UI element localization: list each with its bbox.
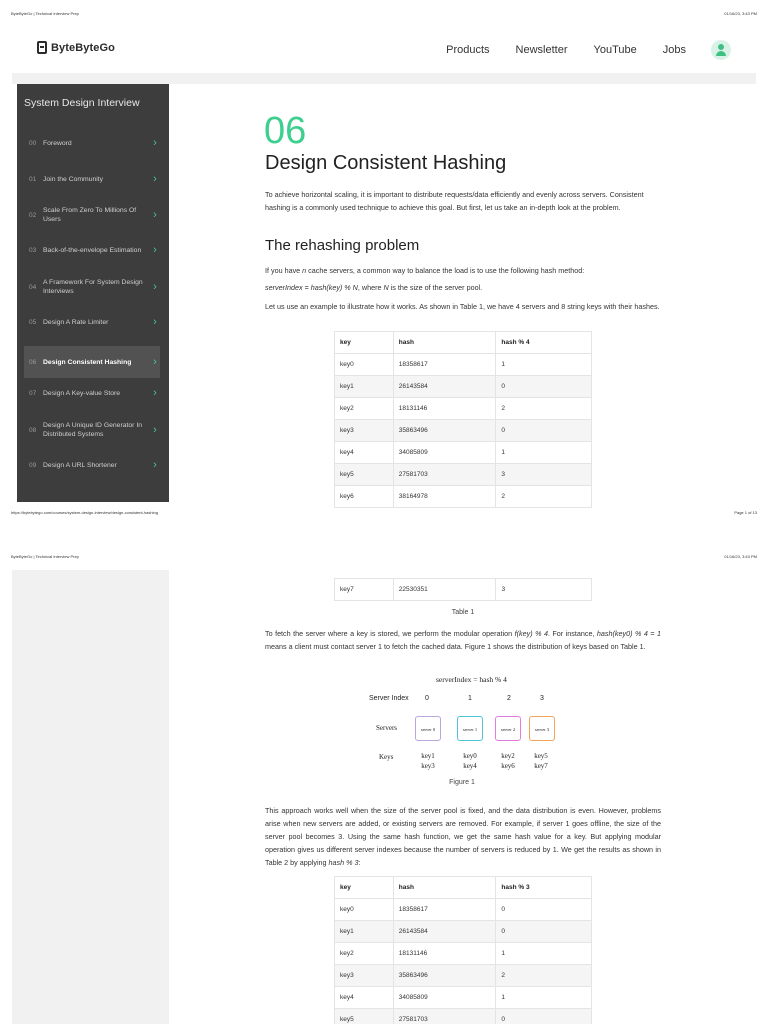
- top-nav: [0, 34, 768, 68]
- table-cell: 27581703: [393, 1009, 496, 1024]
- chevron-right-icon: ›: [153, 281, 157, 293]
- nav-link-newsletter[interactable]: Newsletter: [515, 44, 568, 56]
- table-cell: key5: [335, 464, 394, 486]
- nav-link-jobs[interactable]: Jobs: [662, 44, 686, 56]
- sidebar-item-label: Design A URL Shortener: [43, 461, 117, 469]
- table-row: key7 22530351 3: [335, 579, 592, 601]
- server-0-box: server 0: [415, 716, 441, 741]
- sidebar-item-label: Design A Key-value Store: [43, 389, 121, 397]
- print-header-date: 01/16/23, 3:43 PM: [724, 11, 757, 16]
- avatar[interactable]: [711, 40, 731, 60]
- sidebar-item-03[interactable]: [24, 239, 160, 261]
- sidebar-item-number: 09: [29, 461, 37, 469]
- sidebar-item-05[interactable]: [24, 313, 160, 331]
- print-footer-page: Page 1 of 13: [734, 510, 757, 515]
- sidebar-item-number: 06: [29, 358, 37, 366]
- table-cell: key1: [335, 921, 394, 943]
- table-cell: 0: [496, 420, 592, 442]
- sidebar-item-number: 04: [29, 283, 37, 291]
- user-icon: [718, 44, 724, 50]
- paragraph-example: Let us use an example to illustrate how it works. As shown in Table 1, we have 4 servers and 8 string keys with their hashes.: [265, 302, 660, 311]
- chevron-right-icon: ›: [153, 209, 157, 221]
- sidebar-item-label: Foreword: [43, 139, 72, 147]
- table-2: [334, 876, 592, 1024]
- table-row: [335, 420, 592, 442]
- table-header-cell: key: [335, 332, 394, 354]
- sidebar-item-label: Back-of-the-envelope Estimation: [43, 246, 142, 254]
- table-row: [335, 1009, 592, 1024]
- chevron-right-icon: ›: [153, 173, 157, 185]
- table-header-cell: key: [335, 877, 394, 899]
- server-index-label: Server Index: [369, 695, 409, 702]
- table-row: [335, 442, 592, 464]
- table-cell: key2: [335, 943, 394, 965]
- table-cell: 0: [496, 376, 592, 398]
- sidebar-item-number: 01: [29, 175, 37, 183]
- table-cell: 2: [496, 486, 592, 508]
- sidebar-item-label: A Framework For System Design Interviews: [43, 279, 143, 295]
- chevron-right-icon: ›: [153, 316, 157, 328]
- table-header-cell: hash: [393, 332, 496, 354]
- chevron-right-icon: ›: [153, 356, 157, 368]
- server-0-keys: key1 key3: [421, 752, 435, 770]
- sidebar-item-02[interactable]: [24, 204, 160, 226]
- chevron-right-icon: ›: [153, 459, 157, 471]
- server-index-3: 3: [540, 695, 544, 702]
- table-1-caption: Table 1: [451, 609, 475, 616]
- table-row: [335, 987, 592, 1009]
- sidebar-item-label: Design A Rate Limiter: [43, 318, 109, 326]
- content-top-band: [12, 73, 756, 84]
- chevron-right-icon: ›: [153, 424, 157, 436]
- table-cell: 18131146: [393, 398, 496, 420]
- table-cell: 1: [496, 987, 592, 1009]
- sidebar-item-number: 08: [29, 426, 37, 434]
- server-1-box: server 1: [457, 716, 483, 741]
- sidebar-item-label: Design A Unique ID Generator In Distributed Systems: [43, 422, 142, 438]
- paragraph-modular: To fetch the server where a key is stored, we perform the modular operation f(key) % 4. For instance, hash(key0) % 4 = 1 means a client must contact server 1 to fetch the cached data. Figure 1 shows the distribution of keys based on Table 1.: [265, 629, 661, 651]
- table-cell: key5: [335, 1009, 394, 1024]
- table-cell: key1: [335, 376, 394, 398]
- nav-link-products[interactable]: Products: [446, 44, 490, 56]
- server-2-keys: key2 key6: [501, 752, 515, 770]
- nav-link-youtube[interactable]: YouTube: [593, 44, 637, 56]
- formula-line: serverIndex = hash(key) % N, where N is the size of the server pool.: [265, 283, 483, 292]
- table-header-cell: hash: [393, 877, 496, 899]
- servers-label: Servers: [376, 724, 397, 732]
- table-cell: key3: [335, 965, 394, 987]
- logo-text: ByteByteGo: [51, 41, 115, 54]
- table-cell: key3: [335, 420, 394, 442]
- table-1-continued: [334, 578, 592, 601]
- sidebar-item-label: Design Consistent Hashing: [43, 358, 132, 366]
- sidebar-item-number: 05: [29, 318, 37, 326]
- table-cell: 18358617: [393, 354, 496, 376]
- table-cell: 35863496: [393, 420, 496, 442]
- table-cell: key4: [335, 442, 394, 464]
- sidebar-item-label: Join the Community: [43, 175, 104, 183]
- print-header-date-2: 01/16/23, 3:43 PM: [724, 554, 757, 559]
- chevron-right-icon: ›: [153, 244, 157, 256]
- table-row: [335, 464, 592, 486]
- server-1-keys: key0 key4: [463, 752, 477, 770]
- table-cell: 2: [496, 398, 592, 420]
- sidebar-title: System Design Interview: [24, 97, 140, 109]
- sidebar-item-number: 03: [29, 246, 37, 254]
- sidebar-item-07[interactable]: [24, 384, 160, 402]
- page-title: Design Consistent Hashing: [265, 152, 507, 174]
- sidebar-item-number: 07: [29, 389, 37, 397]
- sidebar-item-number: 02: [29, 211, 37, 219]
- table-header-cell: hash % 4: [496, 332, 592, 354]
- table-row: [335, 486, 592, 508]
- table-row: [335, 398, 592, 420]
- table-row: [335, 943, 592, 965]
- print-header-title: ByteByteGo | Technical Interview Prep: [11, 11, 79, 16]
- server-index-0: 0: [425, 695, 429, 702]
- print-header-title-2: ByteByteGo | Technical Interview Prep: [11, 554, 79, 559]
- table-row: [335, 965, 592, 987]
- intro-paragraph: To achieve horizontal scaling, it is important to distribute requests/data efficiently and evenly across servers. Consistent hashing is a commonly used technique to achieve this goal. But first, let us take an in-depth look at the problem.: [265, 190, 644, 212]
- table-cell: key0: [335, 354, 394, 376]
- chevron-right-icon: ›: [153, 387, 157, 399]
- table-cell: 27581703: [393, 464, 496, 486]
- table-cell: 34085809: [393, 987, 496, 1009]
- table-cell: 0: [496, 899, 592, 921]
- table-cell: 26143584: [393, 376, 496, 398]
- sidebar-item-09[interactable]: [24, 456, 160, 474]
- table-cell: 2: [496, 965, 592, 987]
- table-cell: 1: [496, 943, 592, 965]
- sidebar-item-label: Scale From Zero To Millions Of Users: [43, 207, 137, 223]
- table-cell: 1: [496, 354, 592, 376]
- table-cell: 3: [496, 464, 592, 486]
- table-cell: 35863496: [393, 965, 496, 987]
- sidebar-item-01[interactable]: [24, 170, 160, 188]
- table-cell: 18131146: [393, 943, 496, 965]
- figure-1-formula: serverIndex = hash % 4: [436, 675, 507, 684]
- figure-1-caption: Figure 1: [449, 779, 475, 786]
- keys-label: Keys: [379, 753, 394, 761]
- nav-links: [446, 44, 686, 56]
- print-footer-url: https://bytebytego.com/courses/system-design-interview/design-consistent-hashing: [11, 510, 158, 515]
- table-1: [334, 331, 592, 508]
- logo[interactable]: [37, 41, 115, 54]
- sidebar-item-08[interactable]: [24, 418, 160, 442]
- table-cell: 38164978: [393, 486, 496, 508]
- table-row: [335, 354, 592, 376]
- course-sidebar: [17, 84, 169, 502]
- sidebar-item-04[interactable]: [24, 276, 160, 298]
- paragraph-hash-method: If you have n cache servers, a common way to balance the load is to use the following hash method:: [265, 266, 585, 275]
- chapter-number: 06: [264, 110, 307, 152]
- table-cell: key0: [335, 899, 394, 921]
- table-header-cell: hash % 3: [496, 877, 592, 899]
- logo-icon: [37, 41, 47, 54]
- server-2-box: server 2: [495, 716, 521, 741]
- table-row: [335, 899, 592, 921]
- section-heading: The rehashing problem: [265, 237, 420, 254]
- course-sidebar-page2: [12, 570, 169, 1024]
- table-row: [335, 376, 592, 398]
- sidebar-item-00[interactable]: [24, 134, 160, 152]
- table-cell: 1: [496, 442, 592, 464]
- table-cell: 0: [496, 921, 592, 943]
- server-3-box: server 3: [529, 716, 555, 741]
- table-cell: 18358617: [393, 899, 496, 921]
- paragraph-server-removed: This approach works well when the size of the server pool is fixed, and the data distribution is even. However, problems arise when new servers are added, or existing servers are removed. For example, if server 1 goes offline, the size of the server pool becomes 3. Using the same hash function, we get the same hash value for a key. But applying modular operation gives us different server indexes because the number of servers is reduced by 1. We get the results as shown in Table 2 by applying hash % 3:: [265, 806, 661, 867]
- table-cell: key2: [335, 398, 394, 420]
- table-cell: key6: [335, 486, 394, 508]
- chevron-right-icon: ›: [153, 137, 157, 149]
- table-cell: key4: [335, 987, 394, 1009]
- sidebar-item-06[interactable]: [24, 346, 160, 378]
- table-cell: 34085809: [393, 442, 496, 464]
- server-index-1: 1: [468, 695, 472, 702]
- table-row: [335, 921, 592, 943]
- server-3-keys: key5 key7: [534, 752, 548, 770]
- sidebar-item-number: 00: [29, 139, 37, 147]
- server-index-2: 2: [507, 695, 511, 702]
- table-cell: 0: [496, 1009, 592, 1024]
- table-cell: 26143584: [393, 921, 496, 943]
